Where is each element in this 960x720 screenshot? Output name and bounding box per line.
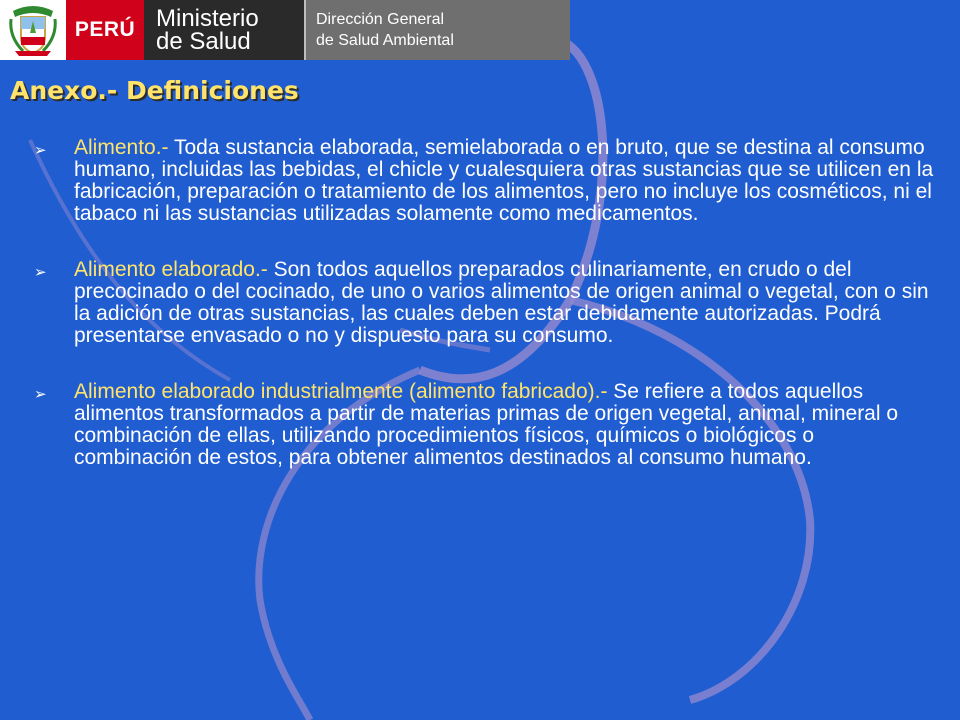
peru-label	[66, 0, 144, 60]
definition-text	[74, 381, 934, 469]
ministry-line-2: de Salud	[156, 28, 251, 55]
definition-body: Son todos aquellos preparados culinariamente, en crudo o del precocinado o del cocinado, de uno o varios alimentos de origen animal o vegetal, con o sin la adición de otras sustancias, las cuales deben estar debidamente autorizadas. Podrá presentarse envasado o no y dispuesto para su consumo.	[74, 258, 929, 347]
definition-term: Alimento.-	[74, 136, 169, 159]
definition-item	[34, 137, 934, 225]
direction-label	[304, 0, 570, 60]
ministry-label	[144, 0, 304, 60]
arrow-bullet-icon: ➢	[34, 386, 47, 403]
definition-term: Alimento elaborado.-	[74, 258, 268, 281]
arrow-bullet-icon: ➢	[34, 142, 47, 159]
ministry-line-1: Ministerio	[156, 5, 259, 32]
definition-body: Se refiere a todos aquellos alimentos transformados a partir de materias primas de origen vegetal, animal, mineral o combinación de ellas, utilizando procedimientos físicos, químicos o biológicos o combinación de estos, para obtener alimentos destinados al consumo humano.	[74, 380, 899, 469]
direction-line-1: Dirección General	[316, 11, 445, 28]
country-name: PERÚ	[74, 18, 136, 41]
definition-term: Alimento elaborado industrialmente (alimento fabricado).-	[74, 380, 608, 403]
arrow-bullet-icon: ➢	[34, 264, 47, 281]
page-title: Anexo.- Definiciones	[10, 76, 299, 105]
peru-coat-of-arms-icon	[0, 0, 66, 60]
definition-body: Toda sustancia elaborada, semielaborada o en bruto, que se destina al consumo humano, incluidas las bebidas, el chicle y cualesquiera otras sustancias que se utilicen en la fabricación, preparación o tratamiento de los alimentos, pero no incluye los cosméticos, ni el tabaco ni las sustancias utilizadas solamente como medicamentos.	[74, 136, 934, 225]
definition-item	[34, 259, 934, 347]
definition-item	[34, 381, 934, 469]
header-bar	[0, 0, 570, 60]
definition-text	[74, 259, 934, 347]
definitions-list	[34, 137, 934, 469]
direction-line-2: de Salud Ambiental	[316, 32, 454, 49]
definition-text	[74, 137, 934, 225]
